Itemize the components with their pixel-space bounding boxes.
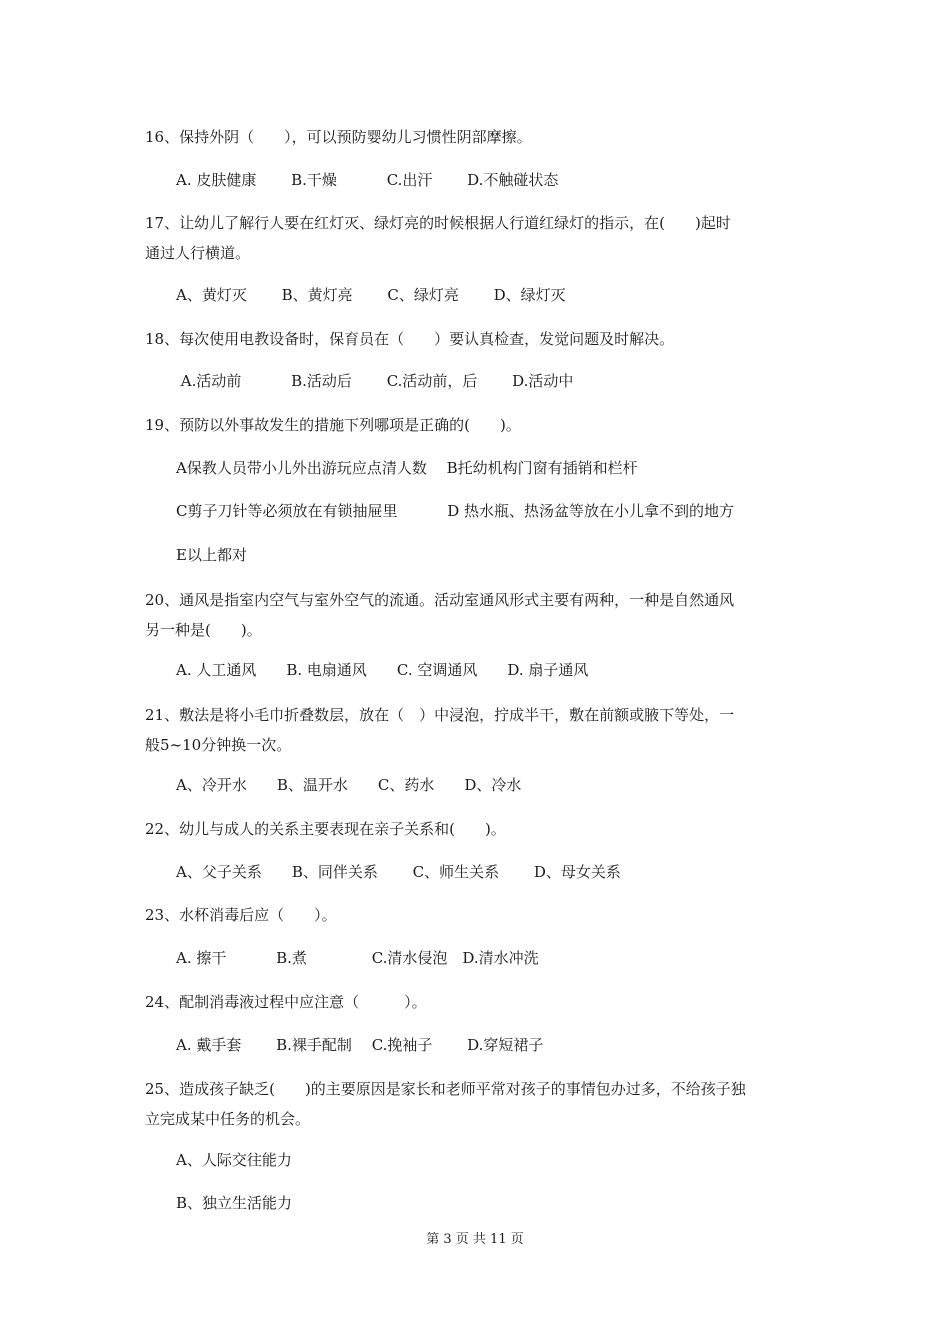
option-line: E以上都对 [176,546,247,564]
question-text: 19、预防以外事故发生的措施下列哪项是正确的( )。 [145,416,521,434]
option-line: A、冷开水 B、温开水 C、药水 D、冷水 [176,776,522,794]
question-text: 25、造成孩子缺乏( )的主要原因是家长和老师平常对孩子的事情包办过多，不给孩子独 [145,1080,746,1098]
question-24 [145,987,815,1017]
question-text: 21、敷法是将小毛巾折叠数层，放在（ ）中浸泡，拧成半干，敷在前额或腋下等处，一 [145,706,735,724]
question-text: 般5~10分钟换一次。 [145,736,292,754]
option-line: A.活动前 B.活动后 C.活动前，后 D.活动中 [176,372,574,390]
question-25-option-a [176,1148,292,1172]
option-line: A、黄灯灭 B、黄灯亮 C、绿灯亮 D、绿灯灭 [176,286,566,304]
option-line: A. 皮肤健康 B.干燥 C.出汗 D.不触碰状态 [176,171,559,189]
question-text: 23、水杯消毒后应（ ）。 [145,906,337,924]
question-text: 立完成某中任务的机会。 [145,1110,311,1128]
question-25-option-b [176,1191,292,1215]
question-22-options [176,860,621,884]
question-24-options [176,1033,543,1057]
page-number-footer: 第 3 页 共 11 页 [426,1232,524,1247]
question-text: 24、配制消毒液过程中应注意（ ）。 [145,993,427,1011]
option-line: A. 戴手套 B.裸手配制 C.挽袖子 D.穿短裙子 [176,1036,544,1054]
option-line: A、人际交往能力 [176,1151,292,1169]
question-23 [145,900,815,930]
option-line: C剪子刀针等必须放在有锁抽屉里 D 热水瓶、热汤盆等放在小儿拿不到的地方 [176,502,735,520]
question-21-options [176,773,521,797]
option-line: A、父子关系 B、同伴关系 C、师生关系 D、母女关系 [176,863,621,881]
question-16-options [176,168,558,192]
option-line: A. 擦干 B.煮 C.清水侵泡 D.清水冲洗 [176,949,539,967]
question-19-option-1 [176,456,638,480]
question-25 [145,1074,815,1134]
question-23-options [176,946,539,970]
question-text: 18、每次使用电教设备时，保育员在（ ）要认真检查，发觉问题及时解决。 [145,330,675,348]
question-text: 17、让幼儿了解行人要在红灯灭、绿灯亮的时候根据人行道红绿灯的指示，在( )起时 [145,214,731,232]
question-text: 22、幼儿与成人的关系主要表现在亲子关系和( )。 [145,820,506,838]
question-17-options [176,283,566,307]
question-22 [145,814,815,844]
question-text: 另一种是( )。 [145,621,262,639]
question-text: 16、保持外阴（ ），可以预防婴幼儿习惯性阴部摩擦。 [145,128,532,146]
question-16 [145,122,815,152]
question-20-options [176,658,588,682]
question-20 [145,585,815,645]
question-19-option-3 [176,543,247,567]
option-line: B、独立生活能力 [176,1194,293,1212]
question-21 [145,700,815,760]
option-line: A保教人员带小儿外出游玩应点清人数 B托幼机构门窗有插销和栏杆 [176,459,638,477]
question-17 [145,208,815,268]
option-line: A. 人工通风 B. 电扇通风 C. 空调通风 D. 扇子通风 [176,661,589,679]
question-18 [145,324,815,354]
question-text: 20、通风是指室内空气与室外空气的流通。活动室通风形式主要有两种，一种是自然通风 [145,591,735,609]
question-19 [145,410,815,440]
question-19-option-2 [176,499,734,523]
question-text: 通过人行横道。 [145,244,251,262]
question-18-options [176,369,573,393]
